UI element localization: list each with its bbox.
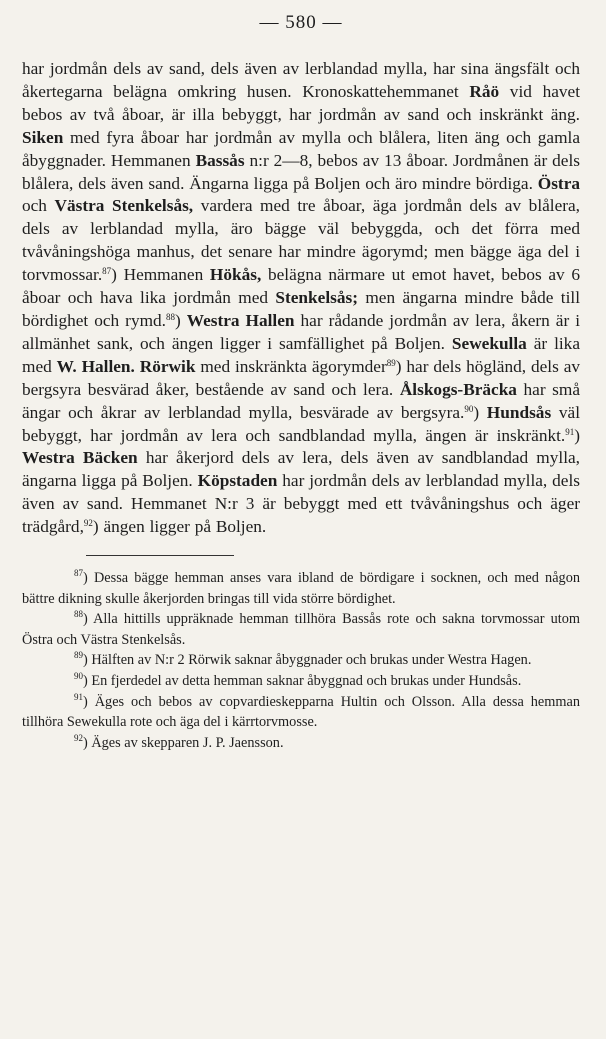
footnote	[22, 609, 580, 650]
bold-place-name: Hundsås	[486, 402, 552, 422]
body-text-run: har jordmån dels av lerblandad mylla, dels även av sand. Hemmanet N:r 3 är bebyggt med ett tvåvåningshus och äger trädgård,	[22, 471, 580, 537]
bold-place-name: Östra	[537, 173, 580, 193]
footnote	[22, 568, 580, 609]
body-text-run: belägna närmare ut emot havet, bebos av 6 åboar och hava lika jordmån med	[22, 265, 580, 308]
body-text-run: och	[22, 196, 55, 216]
bold-place-name: Sewekulla	[451, 333, 527, 353]
bold-place-name: Hökås,	[209, 265, 262, 285]
body-text	[22, 58, 580, 539]
bold-place-name: Västra Stenkelsås,	[54, 196, 194, 216]
footnote-text: ) Äges och bebos av copvardieskepparna Hultin och Olsson. Alla dessa hemman tillhöra Sewekulla rote och äga del i kärrtorvmosse.	[22, 693, 580, 731]
bold-place-name: Stenkelsås;	[275, 288, 358, 308]
body-text-run: )	[473, 402, 487, 422]
body-text-run: )	[174, 310, 187, 330]
body-text-run: har åkerjord dels av lera, dels även av sandblandad mylla, ängarna ligga på Boljen.	[22, 448, 580, 491]
body-text-run: ) har dels högländ, dels av bergsyra besvärad åker, bestående av sand och lera.	[22, 356, 581, 399]
footnote-reference: 90	[464, 403, 474, 414]
body-text-run: )	[574, 425, 580, 445]
footnote-mark: 92	[74, 732, 83, 743]
body-text-run: med fyra åboar har jordmån av mylla och blålera, liten äng och gamla åbyggnader. Hemmanen	[22, 127, 580, 170]
body-text-run: vid havet bebos av två åboar, är illa bebyggt, har jordmån av sand och inskränkt äng.	[22, 81, 580, 124]
body-text-run: har jordmån dels av sand, dels även av lerblandad mylla, har sina ängsfält och åkertegarna belägna omkring husen. Kronoskattehemmanet	[22, 59, 580, 101]
footnote	[22, 671, 580, 692]
footnote-text: ) Hälften av N:r 2 Rörwik saknar åbyggnader och brukas under Westra Hagen.	[83, 652, 532, 669]
bold-place-name: Bassås	[195, 150, 245, 170]
footnote-separator	[86, 555, 234, 556]
footnote-mark: 87	[74, 568, 83, 579]
bold-place-name: Råö	[469, 81, 500, 101]
bold-place-name: W. Hallen.	[56, 356, 135, 376]
footnote	[22, 650, 580, 671]
footnote-reference: 91	[565, 426, 575, 437]
body-text-run: har rådande jordmån av lera, åkern är i allmänhet sank, och ängen ligger i samfällighet på Boljen.	[22, 310, 580, 353]
footnote-mark: 91	[74, 691, 83, 702]
bold-place-name: Köpstaden	[197, 471, 278, 491]
body-text-run: ) ängen ligger på Boljen.	[92, 517, 267, 537]
footnotes	[22, 568, 580, 753]
bold-place-name: Rörwik	[139, 356, 196, 376]
footnote-mark: 88	[74, 609, 83, 620]
body-text-run: med inskränkta ägorymder	[195, 356, 387, 376]
footnote-mark: 89	[74, 650, 83, 661]
body-text-run: vardera med tre åboar, äga jordmån dels av blålera, dels av lerblandad mylla, äro bägge väl bebyggda, och det förra med tvåvåningshöga manhus, det senare har mindre ägorymd; men bägge äga del i torvmossar.	[22, 196, 581, 285]
bold-place-name: Ålskogs-Bräcka	[399, 379, 517, 399]
footnote-text: ) Dessa bägge hemman anses vara ibland de bördigare i socknen, och med någon bättre dikning skulle åkerjorden bringas till vida större bördighet.	[22, 570, 580, 607]
body-text-run: n:r 2—8, bebos av 13 åboar. Jordmånen är dels blålera, dels även sand. Ängarna ligga på Boljen och äro mindre bördiga.	[22, 150, 581, 193]
footnote-text: ) En fjerdedel av detta hemman saknar åbyggnad och brukas under Hundsås.	[83, 673, 522, 689]
footnote	[22, 692, 580, 733]
page-number: — 580 —	[259, 12, 343, 33]
footnote-reference: 87	[102, 266, 112, 277]
bold-place-name: Westra Hallen	[186, 310, 295, 330]
footnote-reference: 92	[83, 518, 93, 529]
footnote-text: ) Äges av skepparen J. P. Jaensson.	[83, 734, 284, 751]
body-text-run: är lika med	[22, 333, 580, 376]
footnote-mark: 90	[74, 671, 83, 681]
footnote-text: ) Alla hittills uppräknade hemman tillhöra Bassås rote och sakna torvmossar utom Östra och Västra Stenkelsås.	[22, 611, 580, 648]
footnote	[22, 733, 580, 754]
body-text-run: men ängarna mindre både till bördighet och rymd.	[22, 288, 580, 330]
body-text-run: väl bebyggt, har jordmån av lera och sandblandad mylla, ängen är inskränkt.	[22, 402, 580, 445]
footnote-reference: 88	[165, 311, 175, 322]
footnote-reference: 89	[386, 357, 396, 368]
body-text-run: ) Hemmanen	[111, 265, 210, 285]
bold-place-name: Siken	[22, 127, 64, 147]
bold-place-name: Westra Bäcken	[22, 448, 138, 468]
body-text-run: har små ängar och åkrar av lerblandad mylla, besvärade av bergsyra.	[22, 379, 580, 422]
